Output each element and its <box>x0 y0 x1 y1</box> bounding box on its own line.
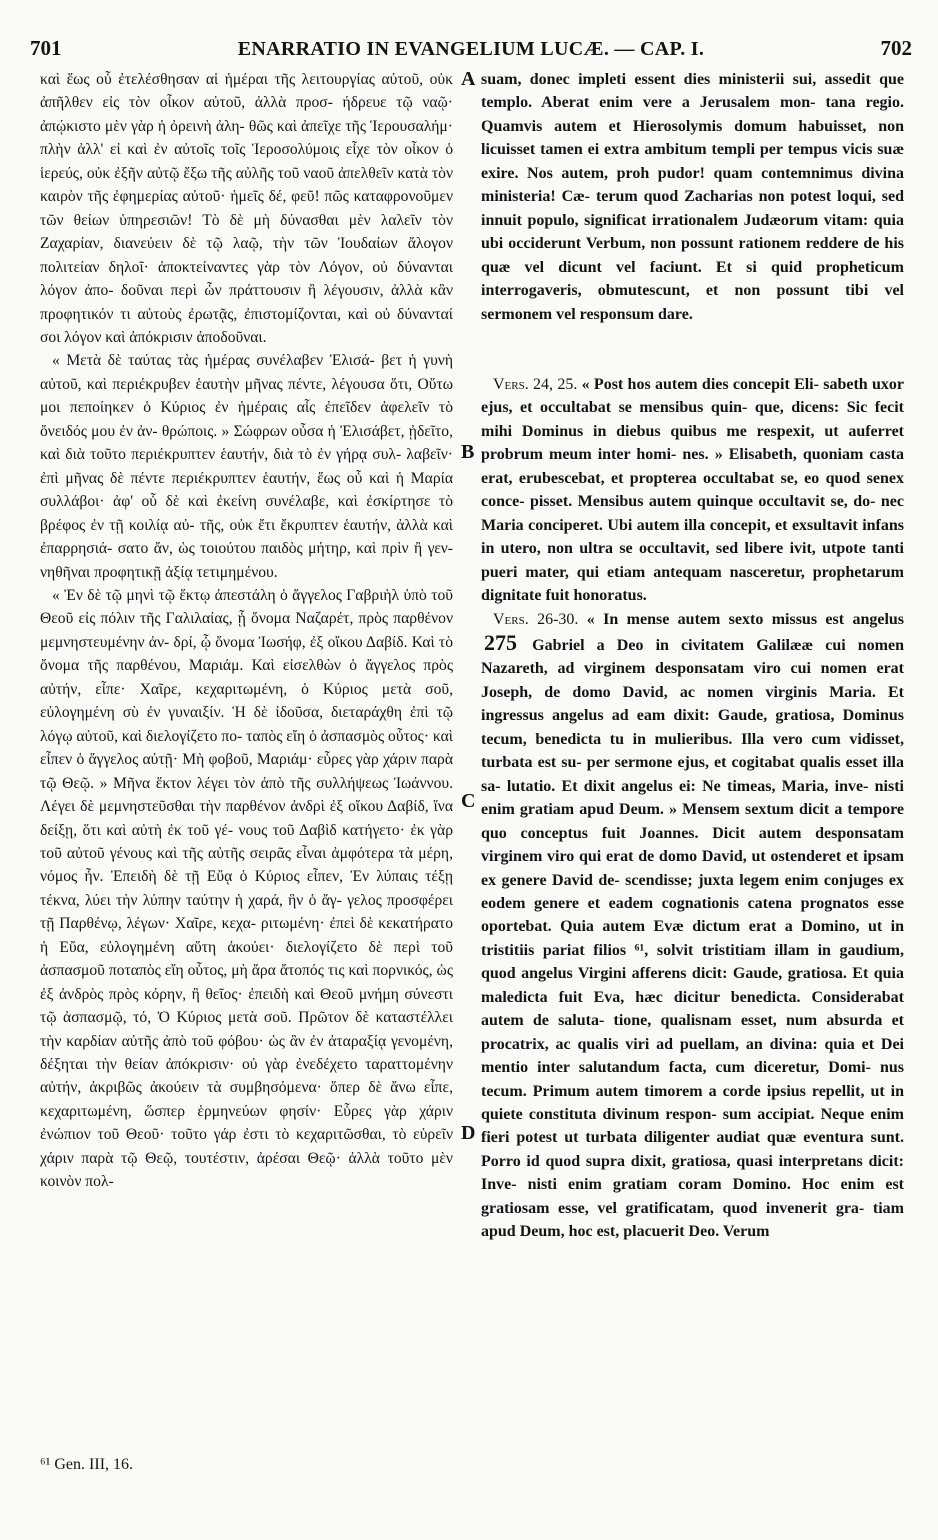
latin-paragraph-3b-text: Gabriel a Deo in civitatem Galilææ cui nomen Nazareth, ad virginem desponsatam viro cui nomen erat Joseph, de domo David, ac nomen virginis Maria. Et ingressus angelus ad eam dixit: Gaude, gratiosa, Dominus tecum, benedicta tu in mulieribus. Illa vero cum vidisset, turbata est su- per sermone ejus, et cogitabat qualis esset illa sa- lutatio. Et dixit angelus ei: Ne timeas, Maria, inve- nisti enim gratiam apud Deum. » Mensem sextum dicit a tempore quo conceptus fuit Joannes. Dicit autem desponsatam virginem viro qui erat de domo David, ut ostenderet et ipsam ex genere David de- scendisse; juxta legem enim conjuges ex eodem genere et eadem cognationis catena prognatos esse oportebat. Quia autem Evæ dictum erat a Domino, ut in tristitiis pariat filios ⁶¹, solvit tristitiam illam in gaudium, quod angelus Virgini afferens dicit: Gaude, gratiosa. Et quia maledicta fuit Eva, hæc dicitur benedicta. Considerabat autem de saluta- tione, qualisnam esset, num absurda et procatrix, ac qualis viri ad puellam, an divina: quia et Dei mentio inter salutandum facta, cum diceretur, Domi- nus tecum. Primum autem timorem a corde ipsius repellit, ut in quiete constituta divinum respon- sum accipiat. Neque enim fieri potest ut turbata diligenter audiat quæ eventura sunt. Porro id quod supra dixit, gratiosa, quasi interpretans dicit: Inve- nisti enim gratiam coram Domino. Hoc enim est gratiosam esse, vel gratificatam, quod invenerit gra- tiam apud Deum, hoc est, placuerit Deo. Verum <box>481 636 905 1241</box>
latin-column <box>481 68 904 1244</box>
section-marker-a: A <box>461 68 476 90</box>
verse-label: Vers. 24, 25. <box>493 375 578 393</box>
latin-paragraph-2 <box>481 373 904 608</box>
latin-paragraph-3a-text: « In mense autem sexto missus est angelus <box>586 610 905 628</box>
verse-label: Vers. 26-30. <box>493 610 579 628</box>
right-page-number: 702 <box>880 36 912 60</box>
running-header <box>30 36 912 66</box>
running-title: ENARRATIO IN EVANGELIUM LUCÆ. — CAP. I. <box>237 38 705 60</box>
column-number: 275 <box>484 629 517 655</box>
footnote: ⁶¹ Gen. III, 16. <box>40 1456 134 1473</box>
greek-paragraph-2: « Μετὰ δὲ ταύτας τὰς ἡμέρας συνέλαβεν Ἐλισά- βετ ἡ γυνὴ αὐτοῦ, καὶ περιέκρυβεν ἑαυτὴν μῆνας πέντε, λέγουσα ὅτι, Οὕτω μοι πεποίηκεν ὁ Κύριος ἐν ἡμέραις αἷς ἐπεῖδεν ἀφελεῖν τὸ ὄνειδός μου ἐν ἀν- θρώποις. » Σώφρων οὖσα ἡ Ἐλισάβετ, ᾐδεῖτο, καὶ διὰ τοῦτο περιέκρυπτεν ἑαυτήν, διὰ τὸ ἐν γήρᾳ συλ- λαβεῖν· ἐπὶ μῆνας δὲ πέντε περιέκρυπτεν ἑαυτήν, ἕως οὗ καὶ ἡ Μαρία συλλάβοι· ἀφ' οὗ δὲ καὶ ἐκείνη συνέλαβε, καὶ ἐσκίρτησε τὸ βρέφος ἐν τῇ κοιλίᾳ αὐ- τῆς, οὐκ ἔτι ἔκρυπτεν ἑαυτήν, ἀλλὰ καὶ ἐπαρρησιά- σατο ἄν, ὡς τοιούτου παιδὸς μήτηρ, καὶ πρὶν ἢ γεν- νηθῆναι προφητικῇ ἀξίᾳ τετιμημένου. <box>40 352 453 581</box>
latin-paragraph-3 <box>481 608 904 1244</box>
greek-column <box>40 68 453 1194</box>
greek-paragraph-3: « Ἐν δὲ τῷ μηνὶ τῷ ἕκτῳ ἀπεστάλη ὁ ἄγγελος Γαβριὴλ ὑπὸ τοῦ Θεοῦ εἰς πόλιν τῆς Γαλιλαίας, ᾗ ὄνομα Ναζαρέτ, πρὸς παρθένον μεμνηστευμένην ἀν- δρί, ᾧ ὄνομα Ἰωσήφ, ἐξ οἴκου Δαβίδ. Καὶ τὸ ὄνομα τῆς παρθένου, Μαριάμ. Καὶ εἰσελθὼν ὁ ἄγγελος πρὸς αὐτήν, εἶπε· Χαῖρε, κεχαριτωμένη, ὁ Κύριος μετὰ σοῦ, εὐλογημένη σὺ ἐν γυναιξίν. Ἡ δὲ ἰδοῦσα, διεταράχθη ἐπὶ τῷ λόγῳ αὐτοῦ, καὶ διελογίζετο πο- ταπὸς εἴη ὁ ἀσπασμὸς οὗτος· καὶ εἶπεν ὁ ἄγγελος αὐτῇ· Μὴ φοβοῦ, Μαριάμ· εὗρες γὰρ χάριν παρὰ τῷ Θεῷ. » Μῆνα ἕκτον λέγει τὸν ἀπὸ τῆς συλλήψεως Ἰωάννου. Λέγει δὲ μεμνηστεῦσθαι τὴν παρθένον ἀνδρὶ ἐξ οἴκου Δαβίδ, ἵνα δείξῃ, ὅτι καὶ αὐτὴ ἐκ τοῦ γέ- νους τοῦ Δαβὶδ κατήγετο· ἐκ γὰρ τοῦ αὐτοῦ γένους καὶ τῆς αὐτῆς σειρᾶς εἶναι ἀμφότερα τὰ μέρη, νόμος ἦν. Ἐπειδὴ δὲ τῇ Εὔᾳ ὁ Κύριος εἶπεν, Ἐν λύπαις τέξῃ τέκνα, λύει τὴν λύπην ταύτην ἡ χαρά, ἣν ὁ ἄγ- γελος προσφέρει τῇ Παρθένῳ, λέγων· Χαῖρε, κεχα- ριτωμένη· ἐπεὶ δὲ κεκατήρατο ἡ Εὔα, εὐλογημένη αὕτη ἀκούει· διελογίζετο δὲ περὶ τοῦ ἀσπασμοῦ ποταπὸς εἴη οὗτος, μὴ ἄρα ἄτοπός τις καὶ πορνικός, ὡς ἐξ ἀνδρὸς πρὸς κόρην, ἢ θεῖος· ἐπειδὴ καὶ Θεοῦ μνήμη σύνεστι τῷ ἀσπασμῷ, τό, Ὁ Κύριος μετὰ σοῦ. Πρῶτον δὲ καταστέλλει τὴν καρδίαν αὐτῆς ἀπὸ τοῦ φόβου· ὡς ἂν ἐν ἀταραξίᾳ γενομένη, δέξηται τὴν θείαν ἀπόκρισιν· οὐ γὰρ ἐνεδέχετο ταραττομένην αὐτήν, ἀκριβῶς ἀκούειν τὰ συμβησόμενα· ὅπερ δὲ ἄνω εἶπε, κεχαριτωμένη, ὥσπερ ἑρμηνεύων φησίν· Εὗρες γὰρ χάριν ἐνώπιον τοῦ Θεοῦ· τοῦτο γάρ ἐστι τὸ κεχαριτῶσθαι, τὸ εὑρεῖν χάριν παρὰ τῷ Θεῷ, τουτέστιν, ἀρέσαι Θεῷ· ἀλλὰ τοῦτο μὲν κοινὸν πολ- <box>40 586 453 1191</box>
latin-paragraph-1: suam, donec impleti essent dies ministerii sui, assedit que templo. Aberat enim vere a Jerusalem mon- tana regio. Quamvis autem et Hierosolymis domum habuisset, non licuisset tamen ei extra ambitum templi per tempus vicis suæ exire. Nos autem, proh pudor! quam contemnimus divina ministeria! Cæ- terum quod Zacharias non potest loqui, sed innuit populo, significat irrationalem Judæorum vitam: quia ubi occiderunt Verbum, non possunt rationem reddere de his quæ vel dicunt vel faciunt. Et si quid propheticum interrogaveris, obmutescunt, et non possunt tibi vel sermonem vel responsum dare. <box>481 71 904 323</box>
section-marker-c: C <box>461 790 476 812</box>
section-marker-d: D <box>461 1122 476 1144</box>
greek-paragraph-1: καὶ ἕως οὗ ἐτελέσθησαν αἱ ἡμέραι τῆς λειτουργίας αὐτοῦ, οὐκ ἀπῆλθεν εἰς τὸν οἶκον αὐτοῦ, ἀλλὰ προσ- ήδρευε τῷ ναῷ· ἀπῴκιστο μὲν γὰρ ἡ ὀρεινὴ ἀλη- θῶς καὶ ἀπεῖχε τῆς Ἱερουσαλήμ· πλὴν ἀλλ' εἰ καὶ ἐν αὐτοῖς τοῖς Ἱεροσολύμοις εἶχε τὸν οἶκον ὁ ἱερεύς, οὐκ ἐξῆν αὐτῷ ἔξω τῆς αὐλῆς τοῦ ναοῦ ἀπελθεῖν κατὰ τὸν καιρὸν τῆς ἐφημερίας αὐτοῦ· ἡμεῖς δέ, φεῦ! πῶς καταφρονοῦμεν τῶν θείων ὑπηρεσιῶν! Τὸ δὲ μὴ δύνασθαι μὲν λαλεῖν τὸν Ζαχαρίαν, διανεύειν δὲ τῷ λαῷ, τὴν τῶν Ἰουδαίων ἄλογον πολιτείαν δηλοῖ· ἀποκτείναντες γὰρ τὸν Λόγον, οὐ δύνανται λόγον ἀπο- δοῦναι περὶ ὧν πράττουσιν ἢ λέγουσιν, ἀλλὰ κἂν προφητικόν τι αὐτοὺς ἐρωτᾷς, ἐπιστομίζονται, καὶ οὐ δύνανταί σοι λόγον καὶ ἀπόκρισιν ἀποδοῦναι. <box>40 71 453 346</box>
section-marker-b: B <box>461 441 475 463</box>
latin-paragraph-2-text: « Post hos autem dies concepit Eli- sabeth uxor ejus, et occultabat se mensibus quin- que, dicens: Sic fecit mihi Dominus in diebus quibus me respexit, ut auferret probrum meum inter homi- nes. » Elisabeth, quoniam casta erat, erubescebat, et propterea occultabat se, eo quod senex conce- pisset. Mensibus autem quinque occultavit se, do- nec Maria conciperet. Ubi autem illa concepit, et exsultavit infans in utero, non ultra se occultavit, sed libere ivit, utpote tanti pueri mater, qui etiam antequam nasceretur, prophetarum dignitate fuit honoratus. <box>481 375 904 605</box>
left-page-number: 701 <box>30 36 62 60</box>
